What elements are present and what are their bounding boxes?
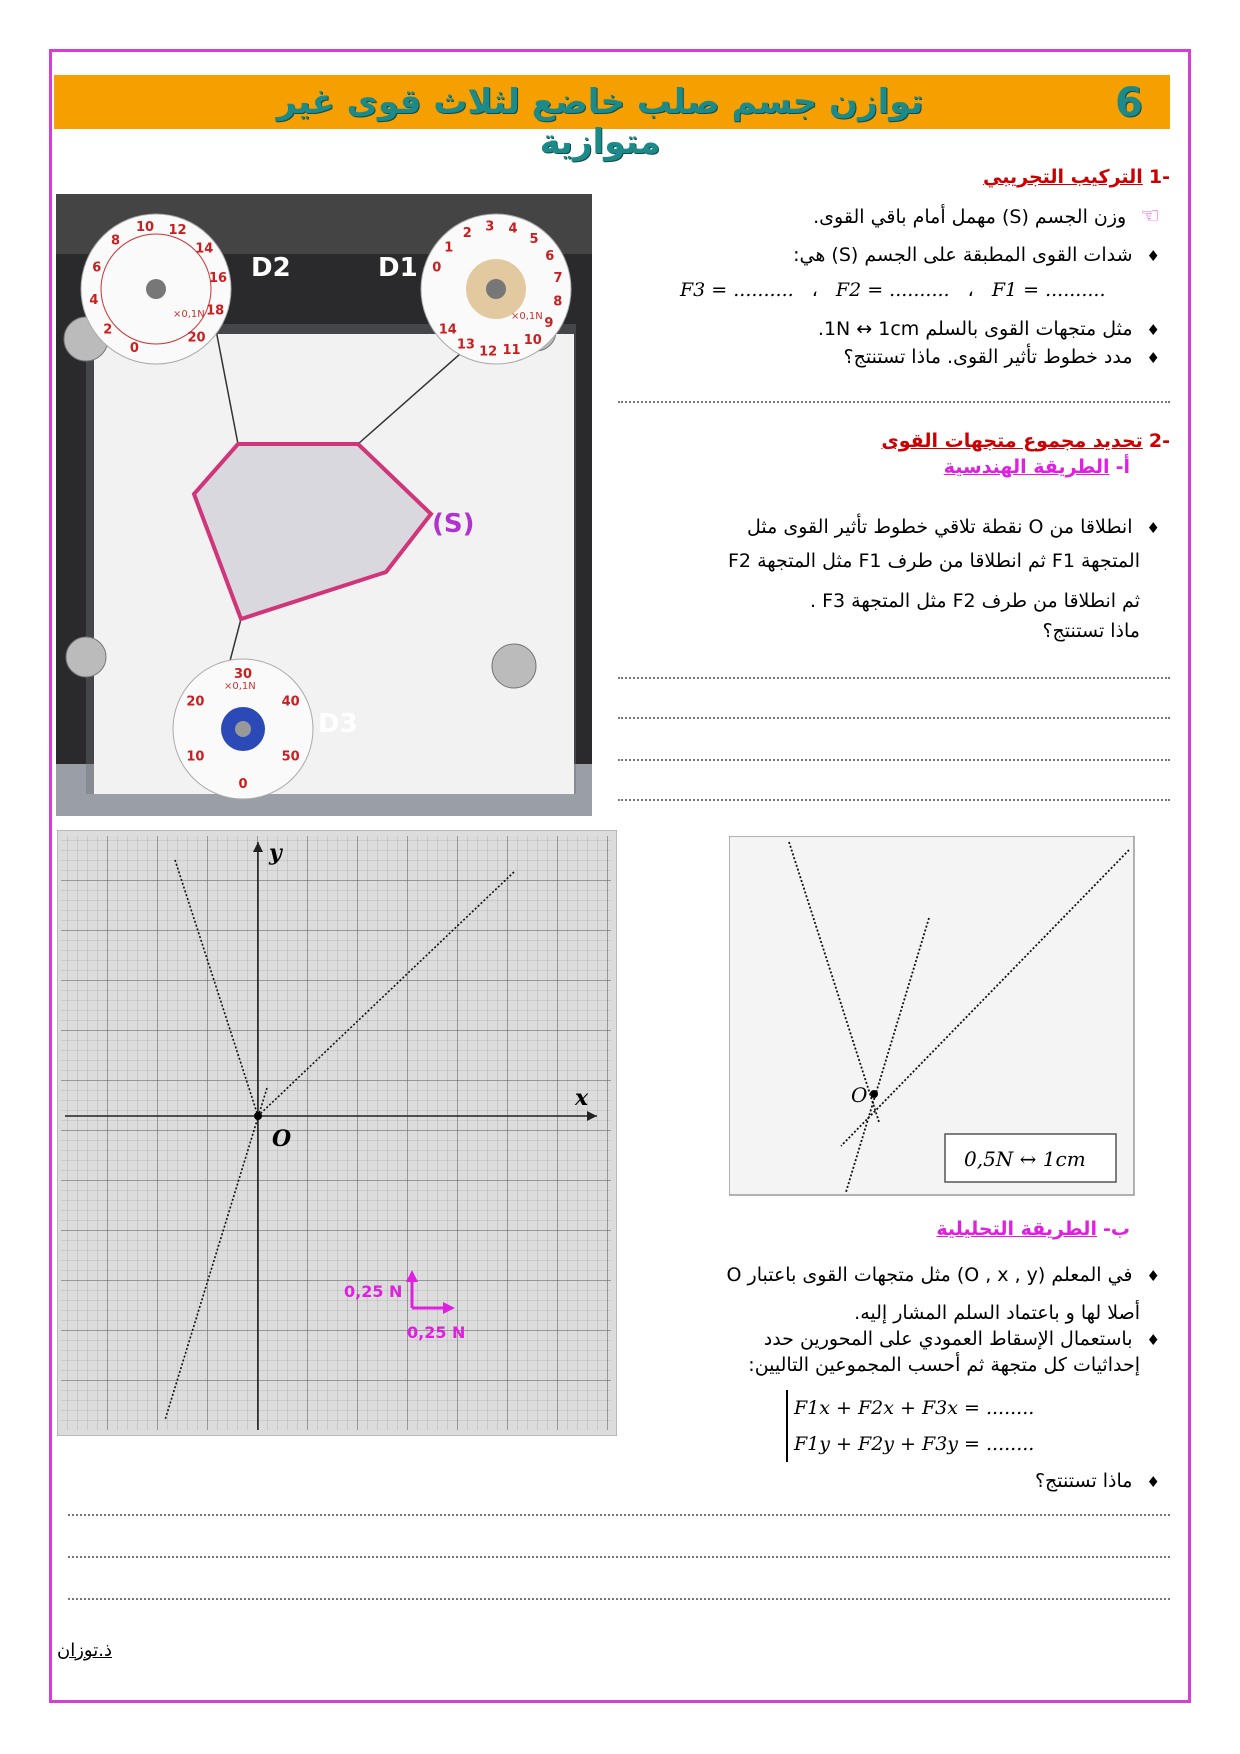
page-title: توازن جسم صلب خاضع لثلاث قوى غير متوازية [276, 82, 924, 162]
force-f3: F3 = .......... [680, 279, 794, 301]
item-text: ماذا تستنتج؟ [1034, 1470, 1133, 1492]
small-scale-label: 0,5N ↔ 1cm [964, 1147, 1086, 1171]
force-f1: F1 = .......... [991, 279, 1106, 301]
para-b-line [727, 1264, 1160, 1286]
dial-number: 10 [523, 333, 542, 349]
forces-line: F3 = .......... ، F2 = .......... ، F1 = .......... [680, 279, 1106, 301]
answer-line [618, 677, 1170, 679]
list-item [793, 244, 1160, 266]
dial-number: 14 [195, 241, 214, 257]
para-text: باستعمال الإسقاط العمودي على المحورين حدد [763, 1328, 1133, 1350]
sub-b-heading [936, 1218, 1130, 1240]
diamond-bullet-icon: ♦ [1146, 1331, 1160, 1349]
sum-y: F1y + F2y + F3y = ........ [794, 1433, 1035, 1455]
dial-mark-d2: ×0,1N [173, 309, 205, 320]
axis-y-label: y [269, 840, 282, 866]
dial-mark-d1: ×0,1N [511, 311, 543, 322]
dial-number: 10 [186, 749, 205, 765]
dial-number: 10 [136, 219, 155, 235]
diamond-bullet-icon: ♦ [1146, 247, 1160, 265]
dial-number: 0 [238, 777, 248, 792]
dial-number: 0 [432, 260, 442, 276]
section2-title: تحديد مجموع متجهات القوى [881, 430, 1143, 452]
label-d2: D2 [251, 253, 291, 283]
section1-heading [983, 166, 1170, 188]
dial-number: 6 [92, 260, 102, 276]
dial-number: 1 [444, 240, 454, 256]
dial-number: 2 [462, 225, 472, 241]
dial-number: 7 [553, 271, 563, 287]
dial-number: 13 [456, 337, 475, 353]
origin-label: O [272, 1126, 292, 1152]
para-a-line: ثم انطلاقا من طرف F2 مثل المتجهة F3 . [810, 590, 1140, 612]
para-b-line [764, 1328, 1160, 1350]
item-text: مثل متجهات القوى بالسلم 1N ↔ 1cm. [817, 318, 1133, 340]
sub-b-title: الطريقة التحليلية [936, 1218, 1097, 1240]
answer-line [68, 1598, 1170, 1600]
sub-a-heading [944, 456, 1130, 478]
dial-number: 20 [186, 694, 205, 710]
grid-figure [57, 830, 617, 1436]
dial-number: 5 [529, 231, 539, 247]
answer-line [618, 401, 1170, 403]
para-text: في المعلم (O , x , y) مثل متجهات القوى باعتبار O [726, 1264, 1133, 1286]
sub-a-number: أ- [1115, 456, 1130, 478]
dial-number: 4 [508, 221, 518, 237]
section1-hint [813, 204, 1160, 229]
answer-line [68, 1556, 1170, 1558]
answer-line [618, 759, 1170, 761]
section2-heading [881, 430, 1170, 452]
list-item [818, 318, 1160, 340]
label-s: (S) [432, 509, 475, 539]
small-origin-label: O [851, 1083, 868, 1107]
para-b-line: إحداثيات كل متجهة ثم أحسب المجموعين التاليين: [748, 1354, 1140, 1376]
label-d3: D3 [318, 709, 358, 739]
dial-number: 8 [110, 233, 121, 249]
label-d1: D1 [378, 253, 418, 283]
para-a-line: المتجهة F1 ثم انطلاقا من طرف F1 مثل المتجهة F2 [728, 550, 1140, 572]
dial-number: 0 [129, 341, 139, 357]
scale-horizontal-label: 0,25 N [407, 1323, 466, 1342]
dial-number: 11 [502, 343, 521, 359]
dial-number: 40 [281, 694, 300, 710]
list-item [843, 346, 1160, 368]
list-item [1035, 1470, 1160, 1492]
diamond-bullet-icon: ♦ [1146, 1473, 1160, 1491]
sub-b-number: ب- [1103, 1218, 1130, 1240]
answer-line [618, 799, 1170, 801]
answer-line [618, 717, 1170, 719]
dial-number: 3 [485, 219, 495, 235]
lines-figure [729, 836, 1135, 1196]
sum-x: F1x + F2x + F3x = ........ [794, 1397, 1035, 1419]
dial-number: 12 [479, 344, 498, 360]
item-text: شدات القوى المطبقة على الجسم (S) هي: [793, 244, 1133, 266]
axis-x-label: x [575, 1085, 589, 1111]
pointing-hand-icon: ☜ [1140, 204, 1160, 229]
dial-number: 8 [553, 294, 563, 310]
para-a-line [747, 516, 1160, 538]
lesson-number: 6 [1115, 80, 1143, 126]
dial-number: 18 [206, 303, 225, 319]
para-a-line: ماذا تستنتج؟ [1042, 620, 1140, 642]
dial-number: 6 [545, 249, 555, 265]
diamond-bullet-icon: ♦ [1146, 1267, 1160, 1285]
dial-number: 20 [187, 330, 206, 346]
dial-mark-d3: ×0,1N [224, 681, 256, 692]
author: ذ.توزان [57, 1640, 112, 1661]
section1-title: التركيب التجريبي [983, 166, 1143, 188]
dial-number: 14 [438, 322, 457, 338]
para-text: انطلاقا من O نقطة تلاقي خطوط تأثير القوى مثل [747, 516, 1133, 538]
sub-a-title: الطريقة الهندسية [943, 456, 1110, 478]
diamond-bullet-icon: ♦ [1146, 349, 1160, 367]
section1-number: -1 [1148, 166, 1170, 188]
para-b-line: أصلا لها و باعتماد السلم المشار إليه. [854, 1302, 1140, 1324]
hint-text: وزن الجسم (S) مهمل أمام باقي القوى. [813, 206, 1127, 228]
scale-vertical-label: 0,25 N [344, 1282, 403, 1301]
diamond-bullet-icon: ♦ [1146, 321, 1160, 339]
dial-number: 12 [168, 222, 187, 238]
dial-number: 50 [281, 749, 300, 765]
experiment-photo [56, 194, 592, 816]
dial-number: 9 [544, 316, 554, 332]
dial-number: 4 [89, 292, 99, 308]
force-f2: F2 = .......... [835, 279, 950, 301]
sums-block [786, 1390, 1034, 1462]
diamond-bullet-icon: ♦ [1146, 519, 1160, 537]
dial-number: 2 [103, 322, 113, 338]
answer-line [68, 1514, 1170, 1516]
section2-number: -2 [1148, 430, 1170, 452]
item-text: مدد خطوط تأثير القوى. ماذا تستنتج؟ [843, 346, 1133, 368]
dial-number: 30 [233, 667, 253, 682]
dial-number: 16 [208, 271, 228, 287]
